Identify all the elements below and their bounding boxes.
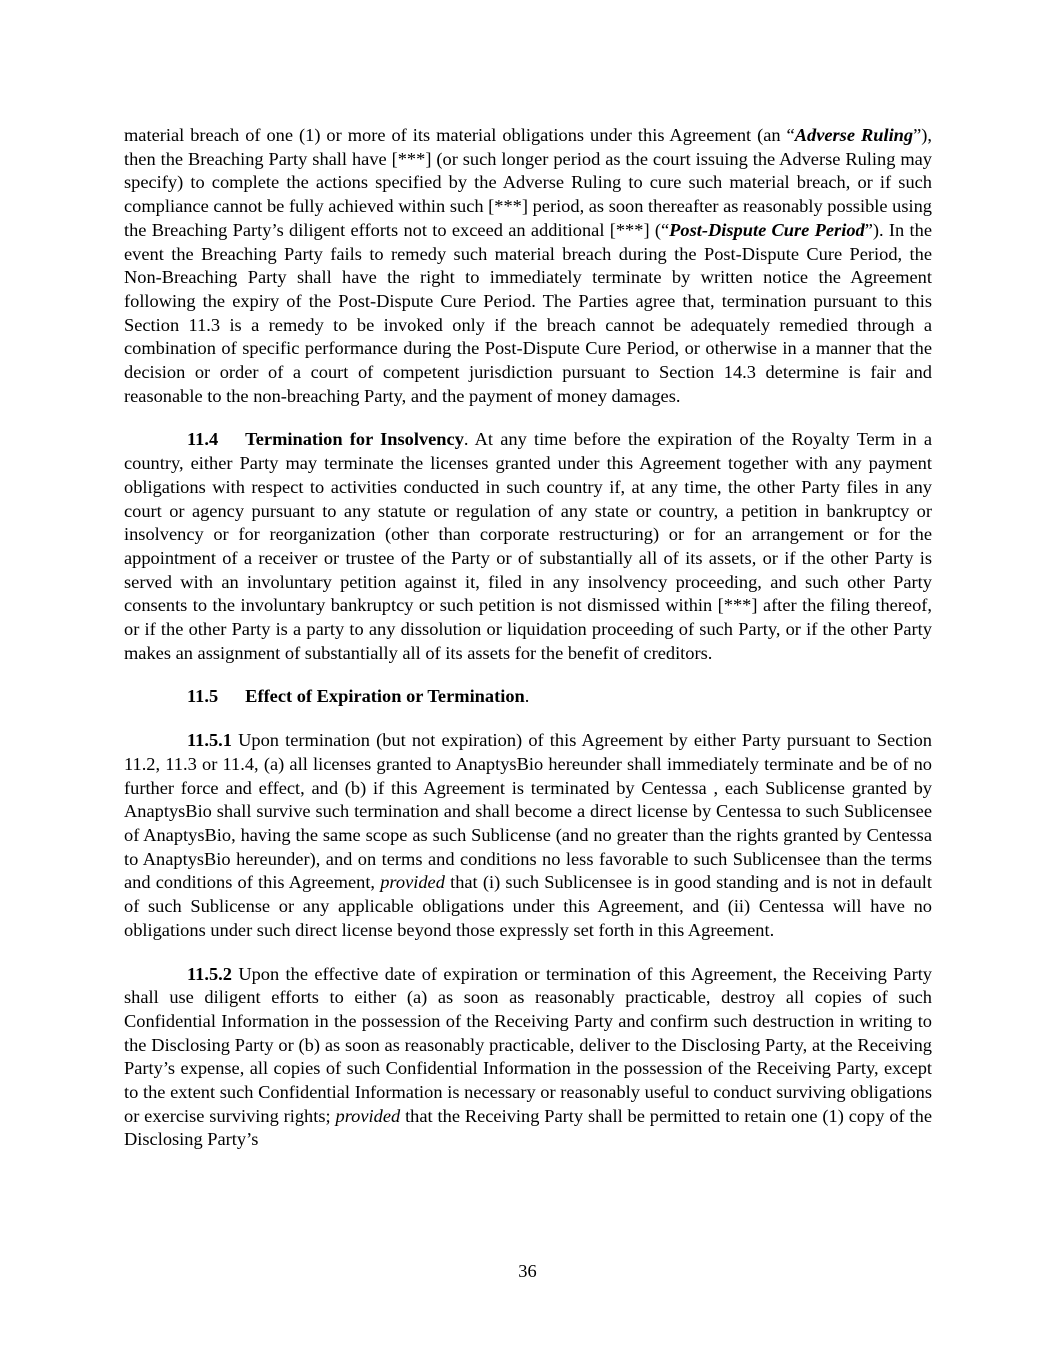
section-11-5-1: 11.5.1 Upon termination (but not expiration) of this Agreement by either Party pursuant to Section 11.2, 11.3 or 11.4, (a) all licenses granted to AnaptysBio hereunder shall immediately terminate and be of no further force and effect, and (b) if this Agreement is terminated by Centessa , each Sublicense granted by AnaptysBio shall survive such termination and shall become a direct license by Centessa to such Sublicensee of AnaptysBio, having the same scope as such Sublicense (and no greater than the rights granted by Centessa to AnaptysBio hereunder), and on terms and conditions no less favorable to such Sublicensee than the terms and conditions of this Agreement, provided that (i) such Sublicensee is in good standing and is not in default of such Sublicense or any applicable obligations under this Agreement, and (ii) Centessa will have no obligations under such direct license beyond those expressly set forth in this Agreement. (124, 730, 932, 940)
section-number: 11.5 (187, 686, 219, 707)
paragraph-11-3-continued: material breach of one (1) or more of its material obligations under this Agreement (an “Adverse Ruling”), then the Breaching Party shall have [***] (or such longer period as the court issuing the Adverse Ruling may specify) to complete the actions specified by the Adverse Ruling to cure such material breach, or if such compliance cannot be fully achieved within such [***] period, as soon thereafter as reasonably possible using the Breaching Party’s diligent efforts not to exceed an additional [***] (“Post-Dispute Cure Period”). In the event the Breaching Party fails to remedy such material breach during the Post-Dispute Cure Period, the Non-Breaching Party shall have the right to immediately terminate by written notice the Agreement following the expiry of the Post-Dispute Cure Period. The Parties agree that, termination pursuant to this Section 11.3 is a remedy to be invoked only if the breach cannot be adequately remedied through a combination of specific performance during the Post-Dispute Cure Period, or otherwise in a manner that the decision or order of a court of competent jurisdiction pursuant to Section 14.3 determine is fair and reasonable to the non-breaching Party, and the payment of money damages. (124, 125, 932, 406)
provided-italic: provided (335, 1105, 401, 1126)
section-heading: Termination for Insolvency (245, 429, 464, 450)
provided-italic: provided (380, 872, 445, 893)
document-page (124, 124, 932, 1152)
section-number: 11.5.2 (187, 963, 232, 984)
section-11-4: 11.4 Termination for Insolvency. At any time before the expiration of the Royalty Term in a country, either Party may terminate the licenses granted under this Agreement together with any payment obligations with respect to activities conducted in such country if, at any time, the other Party files in any court or agency pursuant to any statute or regulation of any state or country, a petition in bankruptcy or insolvency or for reorganization (other than corporate restructuring) or for an arrangement or for the appointment of a receiver or trustee of the Party or of substantially all of its assets, or if the other Party is served with an involuntary petition against it, filed in any insolvency proceeding, and such other Party consents to the involuntary bankruptcy or such petition is not dismissed within [***] after the filing thereof, or if the other Party is a party to any dissolution or liquidation proceeding of such Party, or if the other Party makes an assignment of substantially all of its assets for the benefit of creditors. (124, 429, 932, 663)
defined-term-adverse-ruling: Adverse Ruling (794, 125, 914, 145)
section-11-5: 11.5 Effect of Expiration or Termination. (187, 686, 530, 707)
section-number: 11.5.1 (187, 730, 232, 751)
page-number: 36 (518, 1261, 537, 1281)
section-heading: Effect of Expiration or Termination (245, 686, 525, 707)
section-number: 11.4 (187, 429, 219, 450)
defined-term-post-dispute-cure-period: Post-Dispute Cure Period (669, 219, 865, 240)
section-11-5-2: 11.5.2 Upon the effective date of expiration or termination of this Agreement, the Receiving Party shall use diligent efforts to either (a) as soon as reasonably practicable, destroy all copies of such Confidential Information in the possession of the Receiving Party and confirm such destruction in writing to the Disclosing Party or (b) as soon as reasonably practicable, deliver to the Disclosing Party, at the Receiving Party’s expense, all copies of such Confidential Information in the possession of the Receiving Party, except to the extent such Confidential Information is necessary or reasonably useful to conduct surviving obligations or exercise surviving rights; provided that the Receiving Party shall be permitted to retain one (1) copy of the Disclosing Party’s (124, 963, 932, 1150)
